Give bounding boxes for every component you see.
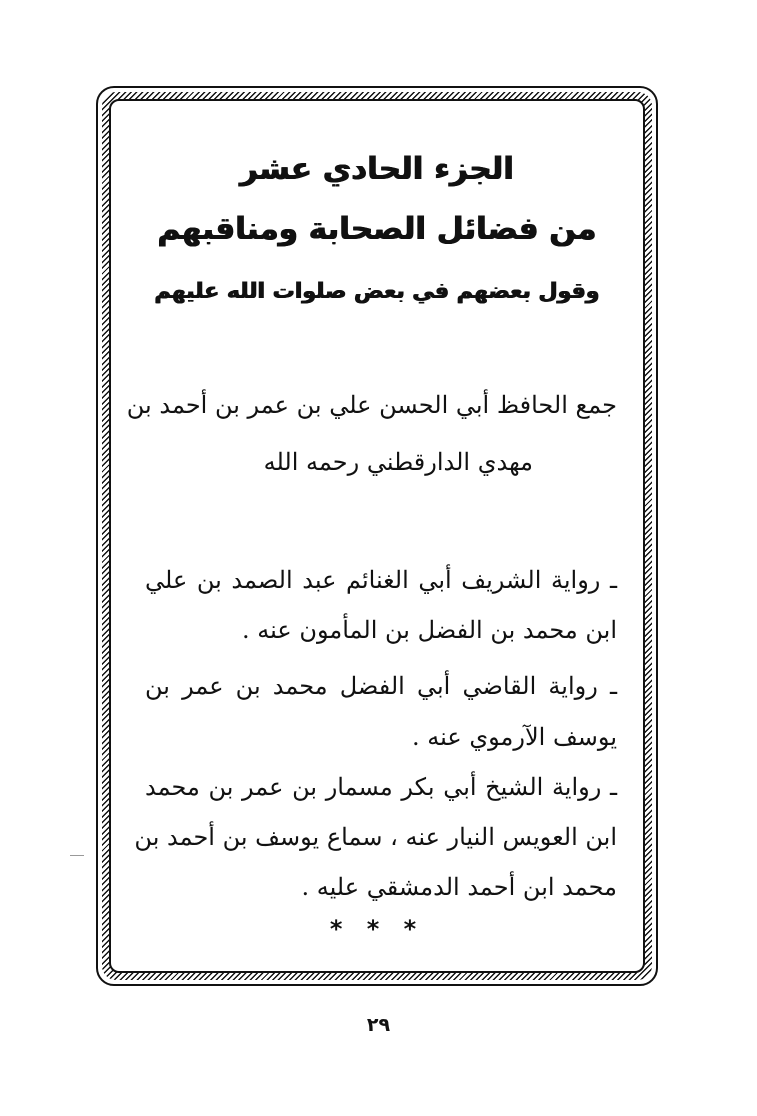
- compiler-line-1: جمع الحافظ أبي الحسن علي بن عمر بن أحمد بن: [126, 391, 617, 419]
- narration-3-line-1: ـ رواية الشيخ أبي بكر مسمار بن عمر بن محمد: [145, 773, 618, 801]
- narration-2-line-1: ـ رواية القاضي أبي الفضل محمد بن عمر بن: [145, 672, 617, 700]
- page-number: ٢٩: [366, 1014, 391, 1036]
- narration-2-line-2: يوسف الآرموي عنه .: [412, 723, 617, 751]
- page-border-outer: [96, 86, 658, 986]
- title-line-1: الجزء الحادي عشر: [240, 151, 514, 187]
- scan-mark: [70, 855, 84, 856]
- section-separator: * * *: [329, 915, 425, 943]
- page-border-hatch: [102, 92, 652, 980]
- narration-3-line-2: ابن العويس النيار عنه ، سماع يوسف بن أحمد بن: [134, 823, 617, 851]
- compiler-line-2: مهدي الدارقطني رحمه الله: [263, 448, 533, 476]
- narration-3-line-3: محمد ابن أحمد الدمشقي عليه .: [301, 873, 617, 901]
- title-line-3: وقول بعضهم في بعض صلوات الله عليهم: [154, 279, 600, 304]
- narration-1-line-2: ابن محمد بن الفضل بن المأمون عنه .: [242, 616, 617, 644]
- page-content-area: [109, 99, 645, 973]
- narration-1-line-1: ـ رواية الشريف أبي الغنائم عبد الصمد بن علي: [145, 566, 617, 594]
- title-line-2: من فضائل الصحابة ومناقبهم: [157, 211, 597, 247]
